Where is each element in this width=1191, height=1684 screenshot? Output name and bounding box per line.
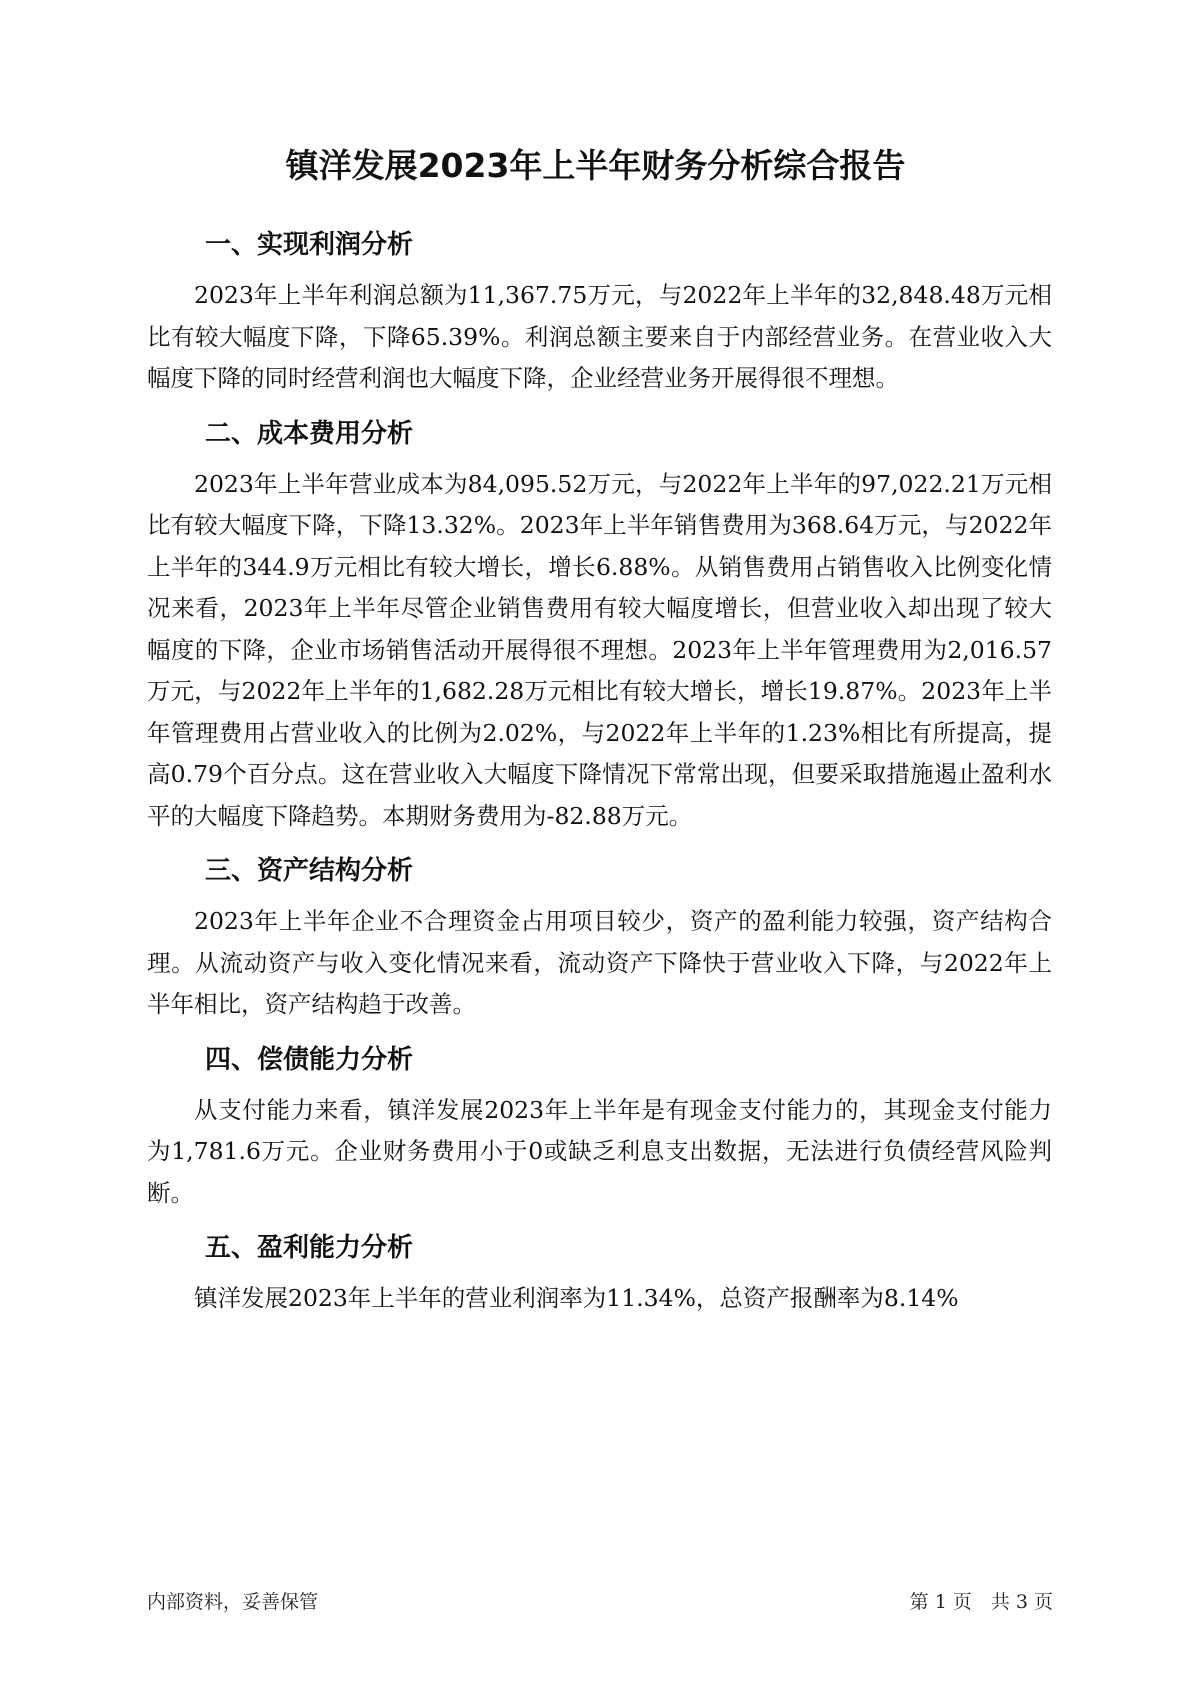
section-paragraph: 从支付能力来看，镇洋发展2023年上半年是有现金支付能力的，其现金支付能力为1,781.6万元。企业财务费用小于0或缺乏利息支出数据，无法进行负债经营风险判断。: [147, 1095, 1052, 1207]
document-body: [147, 225, 1052, 1334]
section-paragraph: 镇洋发展2023年上半年的营业利润率为11.34%，总资产报酬率为8.14%: [194, 1284, 959, 1312]
section-paragraph: 2023年上半年企业不合理资金占用项目较少，资产的盈利能力较强，资产结构合理。从流动资产与收入变化情况来看，流动资产下降快于营业收入下降，与2022年上半年相比，资产结构趋于改善。: [147, 907, 1052, 1018]
section-profitability: [147, 1228, 1052, 1320]
section-paragraph: 2023年上半年营业成本为84,095.52万元，与2022年上半年的97,022.21万元相比有较大幅度下降，下降13.32%。2023年上半年销售费用为368.64万元，与2022年上半年的344.9万元相比有较大增长，增长6.88%。从销售费用占销售收入比例变化情况来看，2023年上半年尽管企业销售费用有较大幅度增长，但营业收入却出现了较大幅度的下降，企业市场销售活动开展得很不理想。2023年上半年管理费用为2,016.57万元，与2022年上半年的1,682.28万元相比有较大增长，增长19.87%。2023年上半年管理费用占营业收入的比例为2.02%，与2022年上半年的1.23%相比有所提高，提高0.79个百分点。这在营业收入大幅度下降情况下常常出现，但要采取措施遏止盈利水平的大幅度下降趋势。本期财务费用为-82.88万元。: [147, 469, 1052, 830]
section-heading: 三、资产结构分析: [205, 856, 414, 886]
section-cost: [147, 414, 1052, 838]
section-heading: 五、盈利能力分析: [205, 1233, 414, 1263]
section-heading: 四、偿债能力分析: [205, 1044, 414, 1075]
section-profit: [147, 225, 1052, 400]
footer-confidential-note: 内部资料，妥善保管: [147, 1591, 319, 1613]
section-solvency: [147, 1040, 1052, 1215]
section-paragraph: 2023年上半年利润总额为11,367.75万元，与2022年上半年的32,848.48万元相比有较大幅度下降，下降65.39%。利润总额主要来自于内部经营业务。在营业收入大幅度下降的同时经营利润也大幅度下降，企业经营业务开展得很不理想。: [147, 281, 1052, 392]
section-heading: 二、成本费用分析: [205, 418, 414, 449]
document-title: 镇洋发展2023年上半年财务分析综合报告: [285, 146, 906, 185]
footer-page-number: 第 1 页 共 3 页: [909, 1591, 1053, 1613]
section-heading: 一、实现利润分析: [205, 230, 414, 260]
section-assets: [147, 851, 1052, 1026]
